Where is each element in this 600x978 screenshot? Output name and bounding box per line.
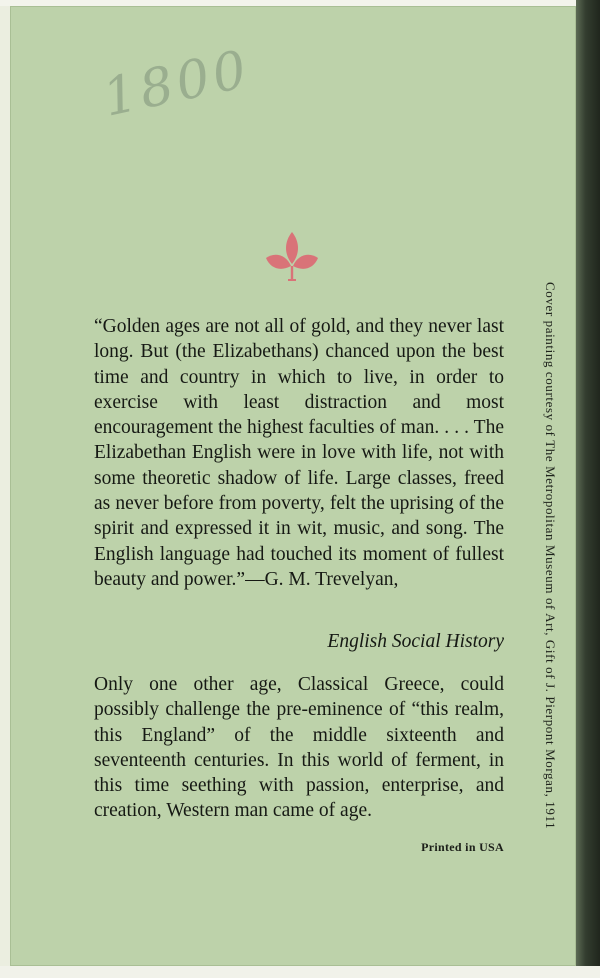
quote-source: English Social History xyxy=(327,631,504,652)
bottom-edge xyxy=(0,966,600,978)
description-paragraph: Only one other age, Classical Greece, could possibly challenge the pre-eminence of “this realm, this England” of the middle sixteenth and seventeenth centuries. In this world of ferment, in this time seething with passion, enterprise, and creation, Western man came of age. xyxy=(94,674,504,822)
trevelyan-quote: “Golden ages are not all of gold, and they never last long. But (the Elizabethans) chanced upon the best time and country in which to live, in order to exercise with least distraction and most encouragement the highest faculties of man. . . . The Elizabethan English were in love with life, not with some theoretic shadow of life. Large classes, freed as never before from poverty, felt the uprising of the spirit and expressed it in wit, music, and song. The English language had touched its moment of fullest beauty and power.”—G. M. Trevelyan, xyxy=(94,316,504,590)
floral-leaf-ornament-icon xyxy=(262,228,322,288)
cover-painting-credit: Cover painting courtesy of The Metropolitan Museum of Art, Gift of J. Pierpont Morgan, 1911 xyxy=(543,282,558,830)
printed-in-label: Printed in USA xyxy=(421,840,504,854)
pencil-price-note: 1800 xyxy=(98,39,256,129)
spine-edge xyxy=(576,0,600,978)
